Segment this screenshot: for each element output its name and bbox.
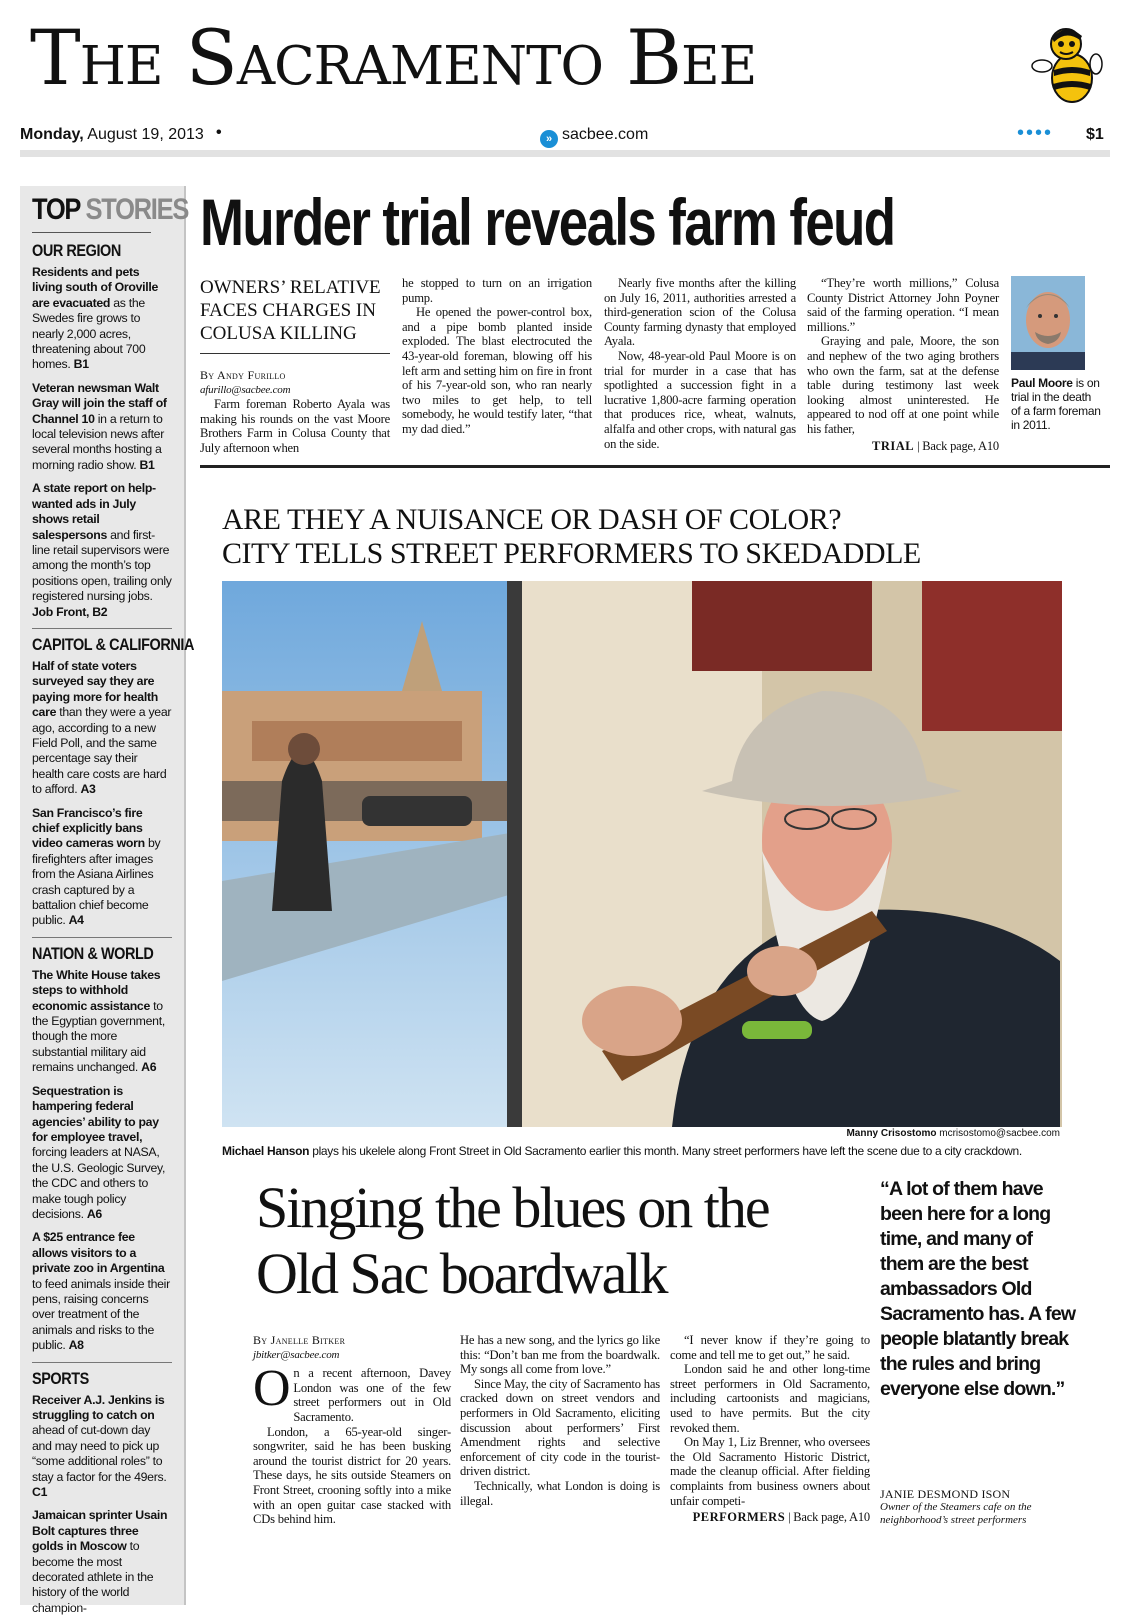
lead-paragraph: he stopped to turn on an irrigation pump.: [402, 276, 592, 305]
lead-email[interactable]: afurillo@sacbee.com: [200, 383, 291, 396]
bee-mascot-icon: [1032, 22, 1102, 104]
photo-caption: Michael Hanson plays his ukelele along Front Street in Old Sacramento earlier this month. Many street performers have left the scene due to a city crackdown.: [222, 1144, 1022, 1158]
feature-column-1: [253, 1333, 451, 1527]
lead-paragraph: Farm foreman Roberto Ayala was making his rounds on the vast Moore Brothers Farm in Colusa County that July afternoon when: [200, 397, 390, 455]
sidebar-story[interactable]: Receiver A.J. Jenkins is struggling to catch on ahead of cut-down day and may need to pick up “some additional roles” to stay a factor for the 49ers. C1: [32, 1392, 167, 1500]
sidebar-story[interactable]: Residents and pets living south of Oroville are evacuated as the Swedes fire grows to nearly 2,000 acres, threatening about 700 homes. B1: [32, 265, 159, 372]
feature-paragraph: “I never know if they’re going to come and tell me to get out,” he said.: [670, 1333, 870, 1362]
feature-paragraph: Since May, the city of Sacramento has cracked down on street vendors and performers in Old Sacramento, eliciting discussion about performers’ First Amendment rights and selective enforcement of city code in the tourist-driven district.: [460, 1376, 660, 1479]
lead-paragraph: He opened the power-control box, and a pipe bomb planted inside exploded. The blast electrocuted the 43-year-old foreman, blowing off his left arm and setting him on fire in front of his 7-year-old son, who ran nearly two miles to get help, to tell somebody, he would testify later, “that my dad died.”: [402, 305, 592, 436]
section-head-our-region: OUR REGION: [32, 241, 121, 260]
lead-jump-link[interactable]: TRIAL | Back page, A10: [872, 438, 999, 453]
mugshot-photo: [1011, 276, 1085, 370]
pull-quote: “A lot of them have been here for a long time, and many of them are the best ambassadors Old Sacramento has. A few people blatantly break the rules and bring everyone else down.”: [880, 1178, 1076, 1400]
section-head-nation-world: NATION & WORLD: [32, 943, 154, 963]
masthead-title: The Sacramento Bee: [30, 13, 757, 102]
feature-kicker: ARE THEY A NUISANCE OR DASH OF COLOR? CITY TELLS STREET PERFORMERS TO SKEDADDLE: [222, 503, 921, 570]
feature-paragraph: He has a new song, and the lyrics go like this: “Don’t ban me from the boardwalk. My songs all come from love.”: [460, 1333, 660, 1377]
sidebar-story[interactable]: Veteran newsman Walt Gray will join the staff of Channel 10 in a return to local television news after several months hosting a morning radio show. B1: [32, 380, 167, 472]
mugshot-caption: Paul Moore is on trial in the death of a farm foreman in 2011.: [1011, 376, 1101, 432]
sacbee-arrow-icon: »: [540, 130, 558, 148]
masthead: [30, 8, 1110, 108]
sidebar-title: TOP STORIES: [32, 192, 151, 233]
sidebar-story[interactable]: Jamaican sprinter Usain Bolt captures three golds in Moscow to become the most decorated athlete in the history of the world champion-: [32, 1508, 168, 1615]
top-stories-sidebar: [20, 186, 194, 1615]
lead-paragraph: Nearly five months after the killing on July 16, 2011, authorities arrested a third-generation scion of the Colusa County farming dynasty that employed Ayala.: [604, 276, 796, 349]
feature-email[interactable]: jbitker@sacbee.com: [253, 1348, 340, 1361]
feature-jump-link[interactable]: PERFORMERS | Back page, A10: [692, 1510, 870, 1525]
site-link[interactable]: » sacbee.com: [540, 126, 648, 148]
section-divider: [32, 937, 172, 938]
section-divider: [32, 628, 172, 629]
lead-column-3: [604, 276, 796, 451]
section-divider: [32, 1362, 172, 1363]
issue-date: Monday, August 19, 2013: [20, 126, 204, 143]
feature-paragraph: London said he and other long-time street performers in Old Sacramento, including cartoonists and magicians, used to have permits. But the city revoked them.: [670, 1362, 870, 1435]
price: $1: [1086, 126, 1104, 143]
feature-paragraph: London, a 65-year-old singer-songwriter, said he has been busking around the tourist district for 20 years. These days, he sits outside Steamers on Front Street, crooning softly into a mike with an open guitar case stacked with CDs behind him.: [253, 1424, 451, 1527]
lead-column-1: [200, 368, 390, 456]
sidebar-story[interactable]: San Francisco’s fire chief explicitly bans video cameras worn by firefighters after images from the Asiana Airlines crash captured by a battalion chief become public. A4: [32, 805, 161, 928]
lead-paragraph: Now, 48-year-old Paul Moore is on trial for murder in a case that has spotlighted a succession fight in a lucrative 1,800-acre farming operation that produces rice, wheat, walnuts, alfalfa and other crops, with natural gas on the side.: [604, 348, 796, 451]
section-head-sports: SPORTS: [32, 1368, 89, 1388]
sidebar-story[interactable]: A $25 entrance fee allows visitors to a private zoo in Argentina to feed animals inside their pens, raising concerns over treatment of the animals and risks to the public. A8: [32, 1230, 170, 1353]
section-head-capitol: CAPITOL & CALIFORNIA: [32, 634, 194, 654]
pull-quote-attribution: JANIE DESMOND ISON Owner of the Steamers cafe on the neighborhood’s street performers: [880, 1487, 1032, 1526]
feature-paragraph: On May 1, Liz Brenner, who oversees the Old Sacramento Historic District, made the cleanup official. After fielding complaints from business owners about unfair competi-: [670, 1435, 870, 1508]
sidebar-story[interactable]: The White House takes steps to withhold economic assistance to the Egyptian government, though the more substantial military aid remains unchanged. A6: [32, 967, 165, 1075]
photo-credit: Manny Crisostomo mcrisostomo@sacbee.com: [846, 1128, 1060, 1139]
feature-headline[interactable]: Singing the blues on the Old Sac boardwalk: [256, 1175, 769, 1306]
feature-photo: [222, 581, 1060, 1127]
lead-paragraph: Graying and pale, Moore, the son and nephew of the two aging brothers who own the farm, sat at the defense table during testimony last week looking almost uninterested. He appeared to nod off at one point while his father,: [807, 334, 999, 436]
lead-byline: By Andy Furillo: [200, 368, 286, 382]
drop-cap: O: [253, 1360, 291, 1418]
lead-headline[interactable]: Murder trial reveals farm feud: [200, 185, 895, 259]
dots-ornament: ••••: [1017, 122, 1054, 144]
lead-deck: OWNERS’ RELATIVE FACES CHARGES IN COLUSA KILLING: [200, 276, 390, 354]
dateline: [20, 122, 1110, 152]
lead-column-4: [807, 276, 999, 453]
feature-column-3: [670, 1333, 870, 1525]
feature-column-2: [460, 1333, 660, 1508]
sidebar-story[interactable]: Half of state voters surveyed say they are paying more for health care than they were a year ago, according to a new Field Poll, and the same percentage say their health care costs are hard to afford. A3: [32, 658, 172, 797]
section-rule: [200, 465, 1110, 468]
dateline-bullet: •: [216, 124, 222, 141]
sidebar-story[interactable]: Sequestration is hampering federal agencies’ ability to pay for employee travel, forcing leaders at NASA, the U.S. Geologic Survey, the CDC and others to make tough policy decisions. A6: [32, 1083, 166, 1221]
feature-paragraph: n a recent afternoon, Davey London was one of the few street performers out in Old Sacramento.: [293, 1366, 451, 1424]
feature-byline: By Janelle Bitker: [253, 1333, 346, 1347]
feature-paragraph: Technically, what London is doing is illegal.: [460, 1478, 660, 1508]
lead-paragraph: “They’re worth millions,” Colusa County District Attorney John Poyner said of the farming operation. “I mean millions.”: [807, 276, 999, 334]
sidebar-story[interactable]: A state report on help-wanted ads in July shows retail salespersons and first-line retail supervisors were among the month’s top positions open, trailing only registered nursing jobs. Job Front, B2: [32, 481, 172, 619]
masthead-rule: [20, 150, 1110, 157]
lead-column-2: [402, 276, 592, 437]
